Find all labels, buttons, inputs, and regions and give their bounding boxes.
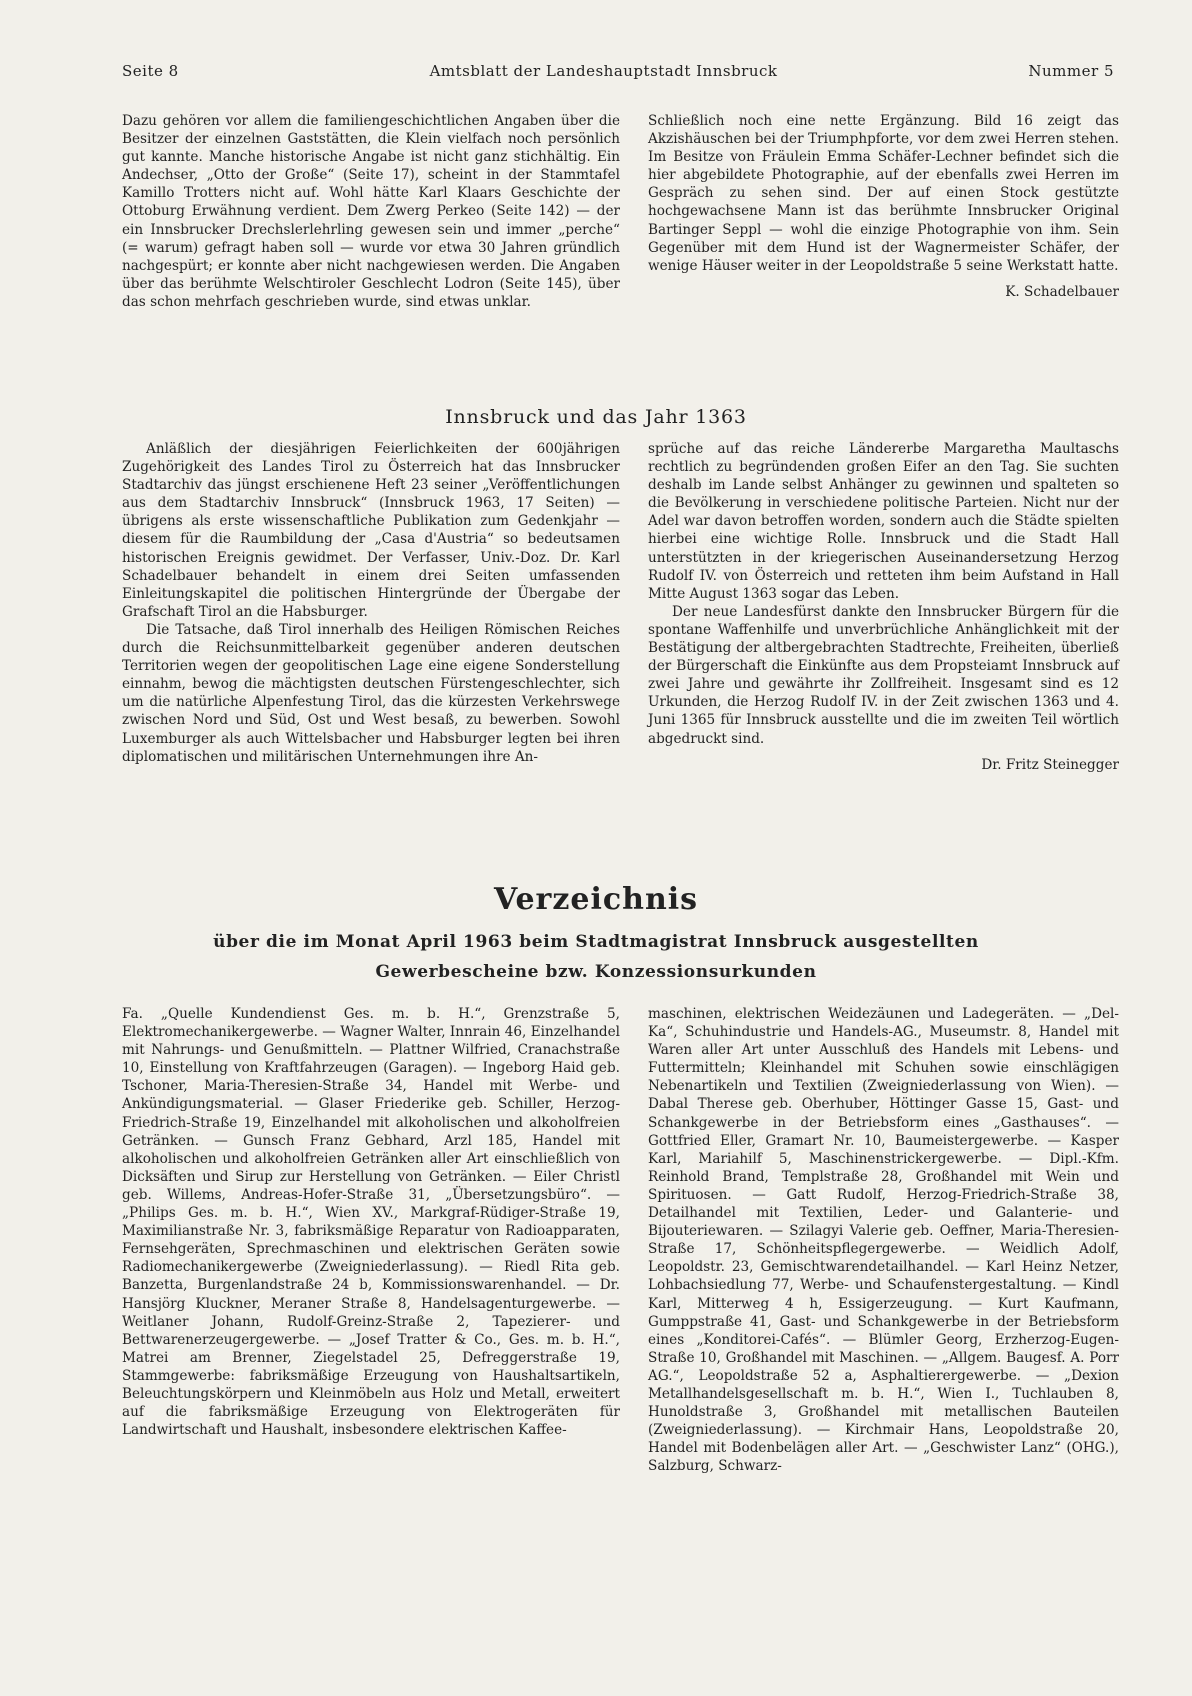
review-continuation-right bbox=[648, 112, 1119, 301]
page-number: Seite 8 bbox=[122, 62, 179, 80]
article-title-1363: Innsbruck und das Jahr 1363 bbox=[445, 406, 747, 428]
register-list-left bbox=[122, 1005, 620, 1439]
article-signature: Dr. Fritz Steinegger bbox=[981, 756, 1119, 773]
register-subtitle: über die im Monat April 1963 beim Stadtmagistrat Innsbruck ausgestellten bbox=[213, 932, 979, 952]
review-paragraph: Schließlich noch eine nette Ergänzung. Bild 16 zeigt das Akzishäuschen bei der Triumphpforte, vor dem zwei Herren stehen. Im Besitze von Fräulein Emma Schäfer-Lechner befindet sich die hier abgebildete Photographie, auf der ebenfalls zwei Herren im Gespräch zu sehen sind. Der auf einen Stock gestützte hochgewachsene Mann ist das berühmte Innsbrucker Original Bartinger Seppl — wohl die einzige Photographie von ihm. Sein Gegenüber mit dem Hund ist der Wagnermeister Schäfer, der wenige Häuser weiter in der Leopoldstraße 5 seine Werkstatt hatte. bbox=[648, 113, 1119, 274]
article-paragraph: Anläßlich der diesjährigen Feierlichkeiten der 600jährigen Zugehörigkeit des Landes Tirol zu Österreich hat das Innsbrucker Stadtarchiv das jüngst erschienene Heft 23 seiner „Veröffentlichungen aus dem Stadtarchiv Innsbruck“ (Innsbruck 1963, 17 Seiten) — übrigens als erste wissenschaftliche Publikation zum Gedenkjahr — diesem für die Raumbildung der „Casa d'Austria“ so bedeutsamen historischen Ereignis gewidmet. Der Verfasser, Univ.-Doz. Dr. Karl Schadelbauer behandelt in einem drei Seiten umfassenden Einleitungskapitel die politischen Hintergründe der Übergabe der Grafschaft Tirol an die Habsburger. bbox=[122, 441, 620, 620]
register-entries: Fa. „Quelle Kundendienst Ges. m. b. H.“, Grenzstraße 5, Elektromechanikergewerbe. — Wagner Walter, Innrain 46, Einzelhandel mit Nahrungs- und Genußmitteln. — Plattner Wilfried, Cranachstraße 10, Einstellung von Kraftfahrzeugen (Garagen). — Ingeborg Haid geb. Tschoner, Maria-Theresien-Straße 34, Handel mit Werbe- und Ankündigungsmaterial. — Glaser Friederike geb. Schiller, Herzog-Friedrich-Straße 19, Einzelhandel mit alkoholischen und alkoholfreien Getränken. — Gunsch Franz Gebhard, Arzl 185, Handel mit alkoholischen und alkoholfreien Getränken aller Art einschließlich von Dicksäften und Sirup zur Herstellung von Getränken. — Eiler Christl geb. Willems, Andreas-Hofer-Straße 31, „Übersetzungsbüro“. — „Philips Ges. m. b. H.“, Wien XV., Markgraf-Rüdiger-Straße 19, Maximilianstraße Nr. 3, fabriksmäßige Reparatur von Radioapparaten, Fernsehgeräten, Sprechmaschinen und elektrischen Geräten sowie Radiomechanikergewerbe (Zweigniederlassung). — Riedl Rita geb. Banzetta, Burgenlandstraße 24 b, Kommissionswarenhandel. — Dr. Hansjörg Kluckner, Meraner Straße 8, Handelsagenturgewerbe. — Weitlaner Johann, Rudolf-Greinz-Straße 2, Tapezierer- und Bettwarenerzeugergewerbe. — „Josef Tratter & Co., Ges. m. b. H.“, Matrei am Brenner, Ziegelstadel 25, Defreggerstraße 19, Stammgewerbe: fabriksmäßige Erzeugung von Haushaltsartikeln, Beleuchtungskörpern und Kleinmöbeln aus Holz und Metall, erweitert auf die fabriksmäßige Erzeugung von Elektrogeräten für Landwirtschaft und Haushalt, insbesondere elektrischen Kaffee- bbox=[122, 1006, 620, 1439]
register-entries: maschinen, elektrischen Weidezäunen und Ladegeräten. — „Del-Ka“, Schuhindustrie und Handels-AG., Museumstr. 8, Handel mit Waren aller Art unter Ausschluß des Handels mit Lebens- und Futtermitteln; Kleinhandel mit Schuhen sowie einschlägigen Nebenartikeln und Textilien (Zweigniederlassung von Wien). — Dabal Therese geb. Oberhuber, Höttinger Gasse 15, Gast- und Schankgewerbe in der Betriebsform eines „Gasthauses“. — Gottfried Eller, Gramart Nr. 10, Baumeistergewerbe. — Kasper Karl, Mariahilf 5, Maschinenstrickergewerbe. — Dipl.-Kfm. Reinhold Brand, Templstraße 28, Großhandel mit Wein und Spirituosen. — Gatt Rudolf, Herzog-Friedrich-Straße 38, Detailhandel mit Textilien, Leder- und Galanterie- und Bijouteriewaren. — Szilagyi Valerie geb. Oeffner, Maria-Theresien-Straße 17, Schönheitspflegergewerbe. — Weidlich Adolf, Leopoldstr. 23, Gemischtwarendetailhandel. — Karl Heinz Netzer, Lohbachsiedlung 77, Werbe- und Schaufenstergestaltung. — Kindl Karl, Mitterweg 4 h, Essigerzeugung. — Kurt Kaufmann, Gumppstraße 41, Gast- und Schankgewerbe in der Betriebsform eines „Konditorei-Cafés“. — Blümler Georg, Erzherzog-Eugen-Straße 10, Großhandel mit Maschinen. — „Allgem. Baugesf. A. Porr AG.“, Leopoldstraße 52 a, Asphaltierergewerbe. — „Dexion Metallhandelsgesellschaft m. b. H.“, Wien I., Tuchlauben 8, Hunoldstraße 3, Großhandel mit metallischen Bauteilen (Zweigniederlassung). — Kirchmair Hans, Leopoldstraße 20, Handel mit Bodenbelägen aller Art. — „Geschwister Lanz“ (OHG.), Salzburg, Schwarz- bbox=[648, 1006, 1119, 1475]
publication-title: Amtsblatt der Landeshauptstadt Innsbruck bbox=[429, 62, 778, 80]
review-continuation-left bbox=[122, 112, 620, 311]
review-paragraph: Dazu gehören vor allem die familiengeschichtlichen Angaben über die Besitzer der einzelnen Gaststätten, die Klein vielfach noch persönlich gut kannte. Manche historische Angabe ist nicht ganz stichhältig. Ein Andechser, „Otto der Große“ (Seite 17), scheint in der Stammtafel Kamillo Trotters nicht auf. Wohl hätte Karl Klaars Geschichte der Ottoburg Erwähnung verdient. Dem Zwerg Perkeo (Seite 142) — der ein Innsbrucker Drechslerlehrling gewesen sein und immer „perche“ (= warum) gefragt haben soll — wurde vor etwa 30 Jahren gründlich nachgespürt; er konnte aber nicht nachgewiesen werden. Die Angaben über das berühmte Welschtiroler Geschlecht Lodron (Seite 145), über das schon mehrfach geschrieben wurde, sind etwas unklar. bbox=[122, 113, 620, 310]
register-title: Verzeichnis bbox=[493, 882, 699, 917]
article-paragraph: Die Tatsache, daß Tirol innerhalb des Heiligen Römischen Reiches durch die Reichsunmittelbarkeit gegenüber anderen deutschen Territorien wegen der geopolitischen Lage eine eigene Sonderstellung einnahm, bewog die mächtigsten deutschen Fürstengeschlechter, sich um die natürliche Alpenfestung Tirol, das die kürzesten Verkehrswege zwischen Nord und Süd, Ost und West besaß, zu bewerben. Sowohl Luxemburger als auch Wittelsbacher und Habsburger legten bei ihren diplomatischen und militärischen Unternehmungen ihre An- bbox=[122, 621, 620, 765]
review-signature: K. Schadelbauer bbox=[1005, 283, 1119, 300]
article-1363-left bbox=[122, 440, 620, 766]
running-head bbox=[122, 62, 1114, 80]
issue-number: Nummer 5 bbox=[1028, 62, 1114, 80]
register-subtitle-2: Gewerbescheine bzw. Konzessionsurkunden bbox=[375, 962, 817, 982]
article-1363-right bbox=[648, 440, 1119, 774]
article-paragraph: sprüche auf das reiche Ländererbe Margaretha Maultaschs rechtlich zu begründenden großen Eifer an den Tag. Sie suchten deshalb im Lande selbst Anhänger zu gewinnen und spalteten so die Bevölkerung in verschiedene politische Parteien. Nicht nur der Adel war davon betroffen worden, sondern auch die Städte spielten hierbei eine wichtige Rolle. Innsbruck und die Stadt Hall unterstützten in der kriegerischen Auseinandersetzung Herzog Rudolf IV. von Österreich und retteten ihm beim Aufstand in Hall Mitte August 1363 sogar das Leben. bbox=[648, 441, 1119, 602]
register-list-right bbox=[648, 1005, 1119, 1475]
article-paragraph: Der neue Landesfürst dankte den Innsbrucker Bürgern für die spontane Waffenhilfe und unverbrüchliche Anhänglichkeit mit der Bestätigung der altbergebrachten Stadtrechte, Freiheiten, überließ der Bürgerschaft die Einkünfte aus dem Propsteiamt Innsbruck auf zwei Jahre und gewährte ihr Zollfreiheit. Insgesamt sind es 12 Urkunden, die Herzog Rudolf IV. in der Zeit zwischen 1363 und 4. Juni 1365 für Innsbruck ausstellte und die im zweiten Teil wörtlich abgedruckt sind. bbox=[648, 603, 1119, 747]
